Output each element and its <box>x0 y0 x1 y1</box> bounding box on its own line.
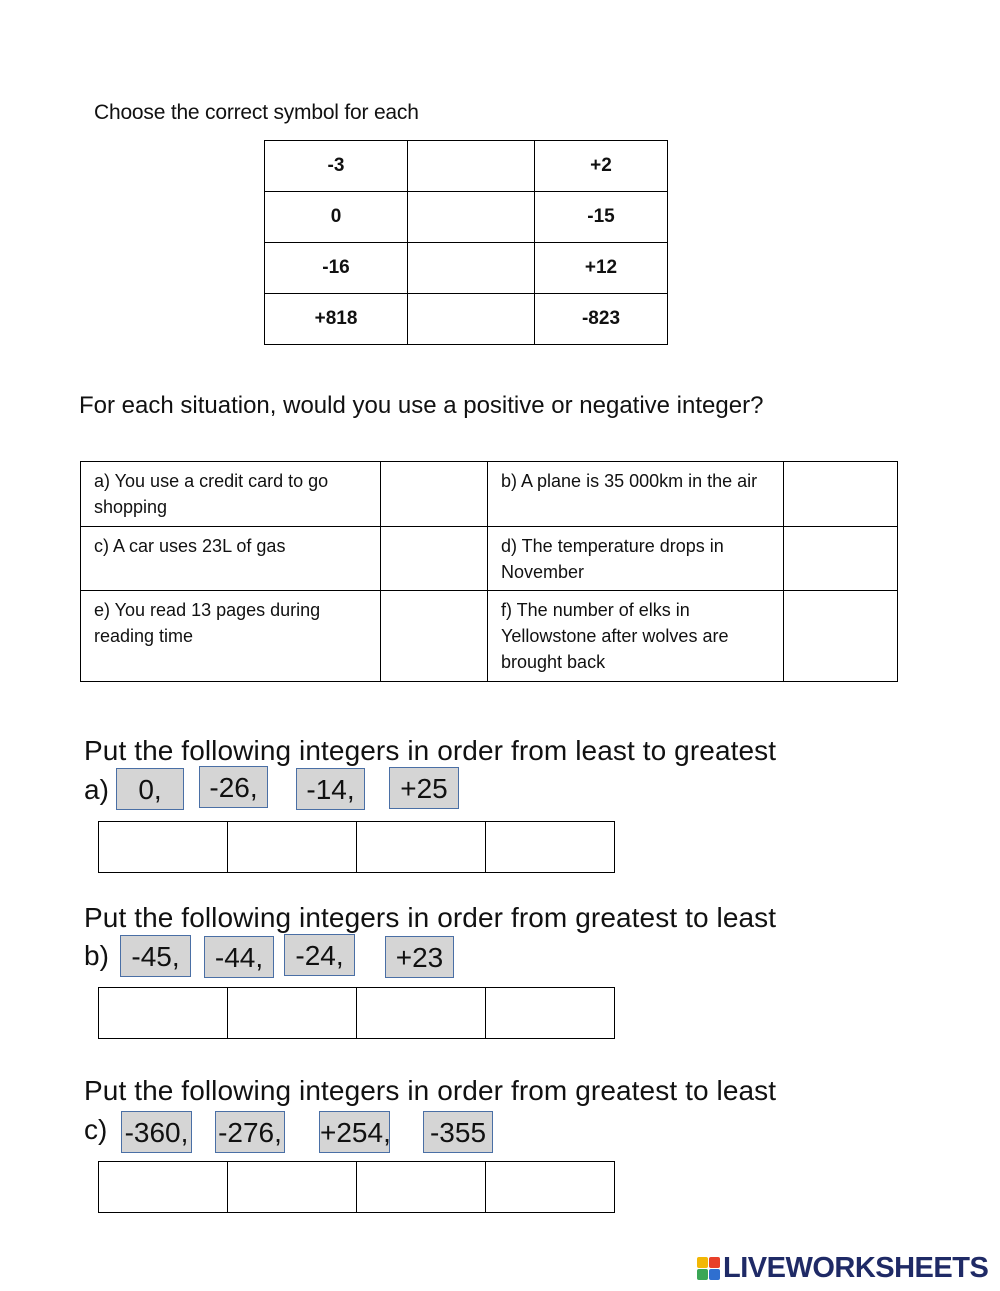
ordering-label: b) <box>84 940 109 971</box>
situations-table <box>80 461 898 682</box>
drop-slot[interactable] <box>486 988 615 1039</box>
order-answer-row <box>98 987 615 1039</box>
drop-slot[interactable] <box>228 822 357 873</box>
logo-text: LIVEWORKSHEETS <box>723 1252 989 1284</box>
compare-row <box>265 141 668 192</box>
symbol-answer-box[interactable] <box>408 294 535 345</box>
drop-slot[interactable] <box>357 988 486 1039</box>
situation-answer-box[interactable] <box>784 591 898 682</box>
instruction-compare: Choose the correct symbol for each <box>94 101 419 124</box>
order-answer-row <box>98 821 615 873</box>
situation-question: a) You use a credit card to go shopping <box>81 462 381 527</box>
integer-chip[interactable]: -26, <box>199 766 268 808</box>
drop-slot[interactable] <box>99 988 228 1039</box>
compare-row <box>265 192 668 243</box>
logo-blocks-icon <box>697 1257 720 1280</box>
situation-question: d) The temperature drops in November <box>488 527 784 591</box>
situation-answer-box[interactable] <box>784 527 898 591</box>
ordering-label: a) <box>84 774 109 805</box>
drop-slot[interactable] <box>99 1162 228 1213</box>
integer-chip[interactable]: -360, <box>121 1111 192 1153</box>
compare-right: +12 <box>535 243 668 294</box>
drop-slot[interactable] <box>228 1162 357 1213</box>
situation-answer-box[interactable] <box>381 527 488 591</box>
drop-slot[interactable] <box>357 822 486 873</box>
situation-question: b) A plane is 35 000km in the air <box>488 462 784 527</box>
situation-row <box>81 591 898 682</box>
order-answer-row <box>98 1161 615 1213</box>
instruction-situations: For each situation, would you use a positive or negative integer? <box>79 392 764 419</box>
symbol-answer-box[interactable] <box>408 141 535 192</box>
situation-question: e) You read 13 pages during reading time <box>81 591 381 682</box>
situation-row <box>81 527 898 591</box>
situation-answer-box[interactable] <box>784 462 898 527</box>
liveworksheets-logo <box>697 1252 988 1285</box>
compare-row <box>265 243 668 294</box>
ordering-title: Put the following integers in order from least to greatest <box>84 735 777 766</box>
integer-chip[interactable]: -276, <box>215 1111 285 1153</box>
situation-question: f) The number of elks in Yellowstone after wolves are brought back <box>488 591 784 682</box>
drop-slot[interactable] <box>357 1162 486 1213</box>
situation-answer-box[interactable] <box>381 591 488 682</box>
ordering-title: Put the following integers in order from greatest to least <box>84 902 777 933</box>
integer-chip[interactable]: +23 <box>385 936 454 978</box>
integer-chip[interactable]: 0, <box>116 768 184 810</box>
compare-right: +2 <box>535 141 668 192</box>
compare-left: -3 <box>265 141 408 192</box>
integer-chip[interactable]: -24, <box>284 934 355 976</box>
compare-left: +818 <box>265 294 408 345</box>
integer-chip[interactable]: -44, <box>204 936 274 978</box>
integer-chip[interactable]: -45, <box>120 935 191 977</box>
drop-slot[interactable] <box>228 988 357 1039</box>
drop-slot[interactable] <box>99 822 228 873</box>
integer-chip[interactable]: -14, <box>296 768 365 810</box>
situation-question: c) A car uses 23L of gas <box>81 527 381 591</box>
compare-left: -16 <box>265 243 408 294</box>
compare-right: -823 <box>535 294 668 345</box>
situation-row <box>81 462 898 527</box>
integer-chip[interactable]: +25 <box>389 767 459 809</box>
compare-right: -15 <box>535 192 668 243</box>
compare-table <box>264 140 668 345</box>
symbol-answer-box[interactable] <box>408 243 535 294</box>
drop-slot[interactable] <box>486 1162 615 1213</box>
integer-chip[interactable]: +254, <box>319 1111 390 1153</box>
integer-chip[interactable]: -355 <box>423 1111 493 1153</box>
situation-answer-box[interactable] <box>381 462 488 527</box>
symbol-answer-box[interactable] <box>408 192 535 243</box>
drop-slot[interactable] <box>486 822 615 873</box>
ordering-title: Put the following integers in order from greatest to least <box>84 1075 777 1106</box>
compare-left: 0 <box>265 192 408 243</box>
compare-row <box>265 294 668 345</box>
ordering-label: c) <box>84 1114 108 1145</box>
